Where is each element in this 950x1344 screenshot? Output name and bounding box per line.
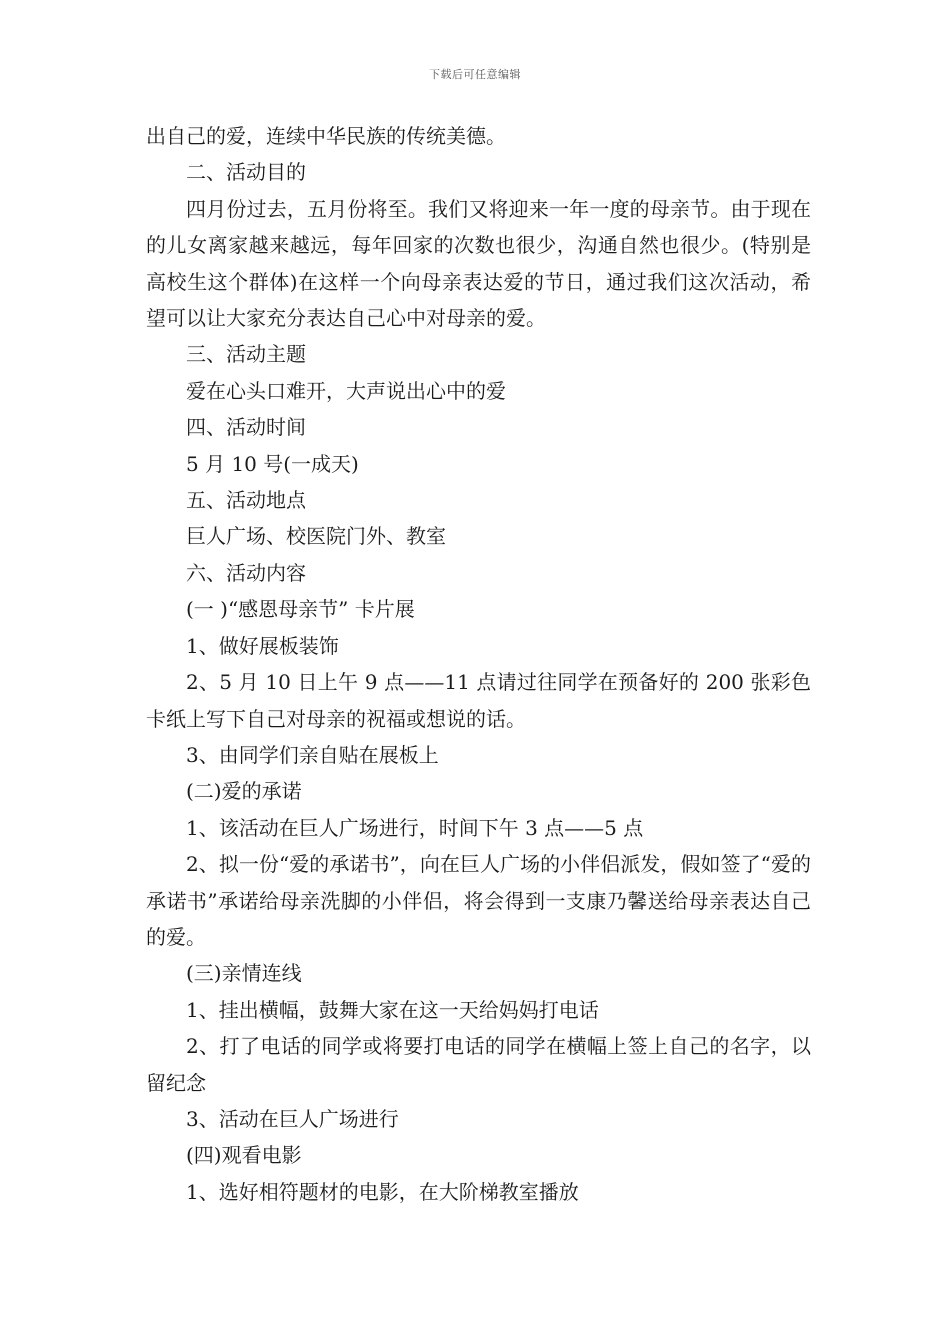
- list-item: 1、做好展板装饰: [186, 633, 339, 658]
- list-item: 1、选好相符题材的电影，在大阶梯教室播放: [186, 1179, 579, 1204]
- subsection-heading: (四)观看电影: [186, 1143, 302, 1168]
- section-heading: 四、活动时间: [186, 415, 306, 440]
- list-item: 2、拟一份“爱的承诺书”，向在巨人广场的小伴侣派发，假如签了“爱的承诺书”承诺给母亲洗脚的小伴侣，将会得到一支康乃馨送给母亲表达自己的爱。: [146, 852, 811, 949]
- paragraph: 5 月 10 号(一成天): [186, 451, 359, 476]
- section-heading: 六、活动内容: [186, 560, 306, 585]
- paragraph: 出自己的爱，连续中华民族的传统美德。: [146, 124, 506, 148]
- paragraph: 爱在心头口难开，大声说出心中的爱: [186, 378, 506, 403]
- section-heading: 二、活动目的: [186, 160, 306, 185]
- subsection-heading: (三)亲情连线: [186, 961, 302, 986]
- paragraph: 四月份过去，五月份将至。我们又将迎来一年一度的母亲节。由于现在的儿女离家越来越远，每年回家的次数也很少，沟通自然也很少。(特别是高校生这个群体)在这样一个向母亲表达爱的节日，通过我们这次活动，希望可以让大家充分表达自己心中对母亲的爱。: [146, 196, 811, 331]
- paragraph: 巨人广场、校医院门外、教室: [186, 524, 446, 549]
- section-heading: 三、活动主题: [186, 342, 306, 367]
- list-item: 3、活动在巨人广场进行: [186, 1106, 399, 1131]
- page-header: 下载后可任意编辑: [429, 68, 521, 81]
- list-item: 2、5 月 10 日上午 9 点——11 点请过往同学在预备好的 200 张彩色卡纸上写下自己对母亲的祝福或想说的话。: [146, 670, 811, 731]
- subsection-heading: (二)爱的承诺: [186, 779, 302, 804]
- list-item: 2、打了电话的同学或将要打电话的同学在横幅上签上自己的名字，以留纪念: [146, 1034, 811, 1095]
- section-heading: 五、活动地点: [186, 488, 306, 513]
- list-item: 1、该活动在巨人广场进行，时间下午 3 点——5 点: [186, 815, 644, 840]
- subsection-heading: (一 )“感恩母亲节” 卡片展: [186, 597, 415, 622]
- document-body: [146, 118, 811, 1210]
- list-item: 3、由同学们亲自贴在展板上: [186, 742, 439, 767]
- list-item: 1、挂出横幅，鼓舞大家在这一天给妈妈打电话: [186, 997, 599, 1022]
